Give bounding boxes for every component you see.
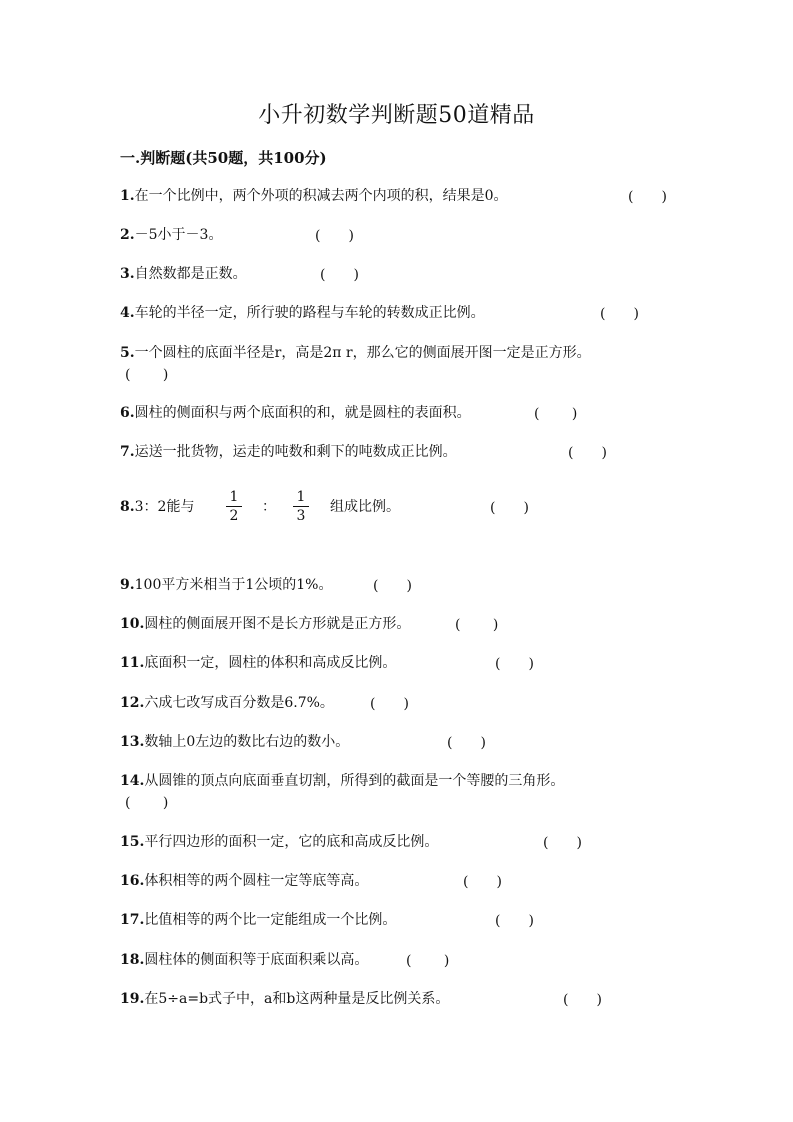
question-4 — [120, 303, 485, 323]
question-number: 7. — [120, 444, 135, 460]
answer-blank-8[interactable]: ( ) — [490, 500, 529, 516]
question-number: 3. — [120, 266, 135, 282]
fraction-bar — [226, 506, 242, 507]
answer-blank-17[interactable]: ( ) — [495, 913, 534, 929]
answer-blank-7[interactable]: ( ) — [568, 445, 607, 461]
question-text: 数轴上0左边的数比右边的数小。 — [144, 734, 350, 750]
question-number: 12. — [120, 695, 145, 711]
answer-blank-9[interactable]: ( ) — [373, 578, 412, 594]
question-text: 底面积一定，圆柱的体积和高成反比例。 — [144, 655, 397, 671]
question-15 — [120, 832, 438, 852]
question-text: 圆柱的侧面积与两个底面积的和，就是圆柱的表面积。 — [134, 405, 471, 421]
answer-blank-15[interactable]: ( ) — [543, 835, 582, 851]
answer-blank-3[interactable]: ( ) — [320, 267, 359, 283]
answer-blank-18[interactable]: ( ) — [406, 953, 450, 969]
question-number: 9. — [120, 577, 135, 593]
question-5 — [120, 343, 591, 363]
fraction-2 — [293, 489, 309, 524]
question-number: 14. — [120, 773, 145, 789]
numerator: 1 — [296, 489, 306, 505]
answer-blank-4[interactable]: ( ) — [600, 306, 639, 322]
fraction-1 — [226, 489, 242, 524]
question-number: 17. — [120, 912, 145, 928]
question-19 — [120, 989, 449, 1009]
question-number: 19. — [120, 991, 145, 1007]
question-number: 1. — [120, 188, 135, 204]
answer-blank-1[interactable]: ( ) — [628, 189, 667, 205]
page-title: 小升初数学判断题50道精品 — [258, 103, 535, 128]
question-text: 一个圆柱的底面半径是r，高是2π r，那么它的侧面展开图一定是正方形。 — [134, 345, 591, 361]
question-number: 6. — [120, 405, 135, 421]
question-number: 18. — [120, 952, 145, 968]
question-text: 在一个比例中，两个外项的积减去两个内项的积，结果是0。 — [134, 188, 508, 204]
question-text: 100平方米相当于1公顷的1%。 — [134, 577, 333, 593]
question-2 — [120, 225, 222, 245]
question-text: 从圆锥的顶点向底面垂直切割，所得到的截面是一个等腰的三角形。 — [144, 773, 565, 789]
answer-blank-6[interactable]: ( ) — [534, 406, 578, 422]
fraction-bar — [293, 506, 309, 507]
question-text: 比值相等的两个比一定能组成一个比例。 — [144, 912, 397, 928]
section-heading: 一.判断题(共50题，共100分) — [120, 149, 327, 167]
denominator: 3 — [296, 508, 306, 524]
answer-blank-19[interactable]: ( ) — [563, 992, 602, 1008]
question-8 — [120, 497, 194, 517]
question-10 — [120, 614, 410, 634]
question-11 — [120, 653, 396, 673]
question-13 — [120, 732, 349, 752]
answer-blank-12[interactable]: ( ) — [370, 696, 409, 712]
question-text: －5小于－3。 — [134, 227, 223, 243]
denominator: 2 — [229, 508, 239, 524]
question-text: 圆柱的侧面展开图不是长方形就是正方形。 — [144, 616, 411, 632]
question-number: 2. — [120, 227, 135, 243]
question-12 — [120, 693, 334, 713]
answer-blank-13[interactable]: ( ) — [447, 735, 486, 751]
question-text: 圆柱体的侧面积等于底面积乘以高。 — [144, 952, 369, 968]
answer-blank-11[interactable]: ( ) — [495, 656, 534, 672]
question-text: 六成七改写成百分数是6.7%。 — [144, 695, 334, 711]
question-number: 16. — [120, 873, 145, 889]
question-number: 8. — [120, 499, 135, 515]
question-6 — [120, 403, 471, 423]
question-number: 11. — [120, 655, 145, 671]
numerator: 1 — [229, 489, 239, 505]
question-number: 4. — [120, 305, 135, 321]
question-text: 自然数都是正数。 — [134, 266, 247, 282]
answer-blank-5[interactable]: ( ) — [125, 367, 169, 383]
question-text: 3：2能与 — [134, 499, 195, 515]
question-text: 运送一批货物，运走的吨数和剩下的吨数成正比例。 — [134, 444, 457, 460]
question-17 — [120, 910, 396, 930]
question-number: 15. — [120, 834, 145, 850]
ratio-colon: ： — [262, 499, 276, 515]
question-number: 13. — [120, 734, 145, 750]
question-3 — [120, 264, 247, 284]
question-number: 10. — [120, 616, 145, 632]
question-text: 体积相等的两个圆柱一定等底等高。 — [144, 873, 369, 889]
question-7 — [120, 442, 457, 462]
question-text: 车轮的半径一定，所行驶的路程与车轮的转数成正比例。 — [134, 305, 485, 321]
question-text-tail: 组成比例。 — [330, 499, 400, 515]
question-16 — [120, 871, 368, 891]
answer-blank-14[interactable]: ( ) — [125, 795, 169, 811]
question-text: 在5÷a=b式子中，a和b这两种量是反比例关系。 — [144, 991, 450, 1007]
question-9 — [120, 575, 332, 595]
question-18 — [120, 950, 368, 970]
question-text: 平行四边形的面积一定，它的底和高成反比例。 — [144, 834, 439, 850]
answer-blank-16[interactable]: ( ) — [463, 874, 502, 890]
answer-blank-10[interactable]: ( ) — [455, 617, 499, 633]
question-number: 5. — [120, 345, 135, 361]
question-1 — [120, 186, 508, 206]
question-14 — [120, 771, 564, 791]
answer-blank-2[interactable]: ( ) — [315, 228, 354, 244]
